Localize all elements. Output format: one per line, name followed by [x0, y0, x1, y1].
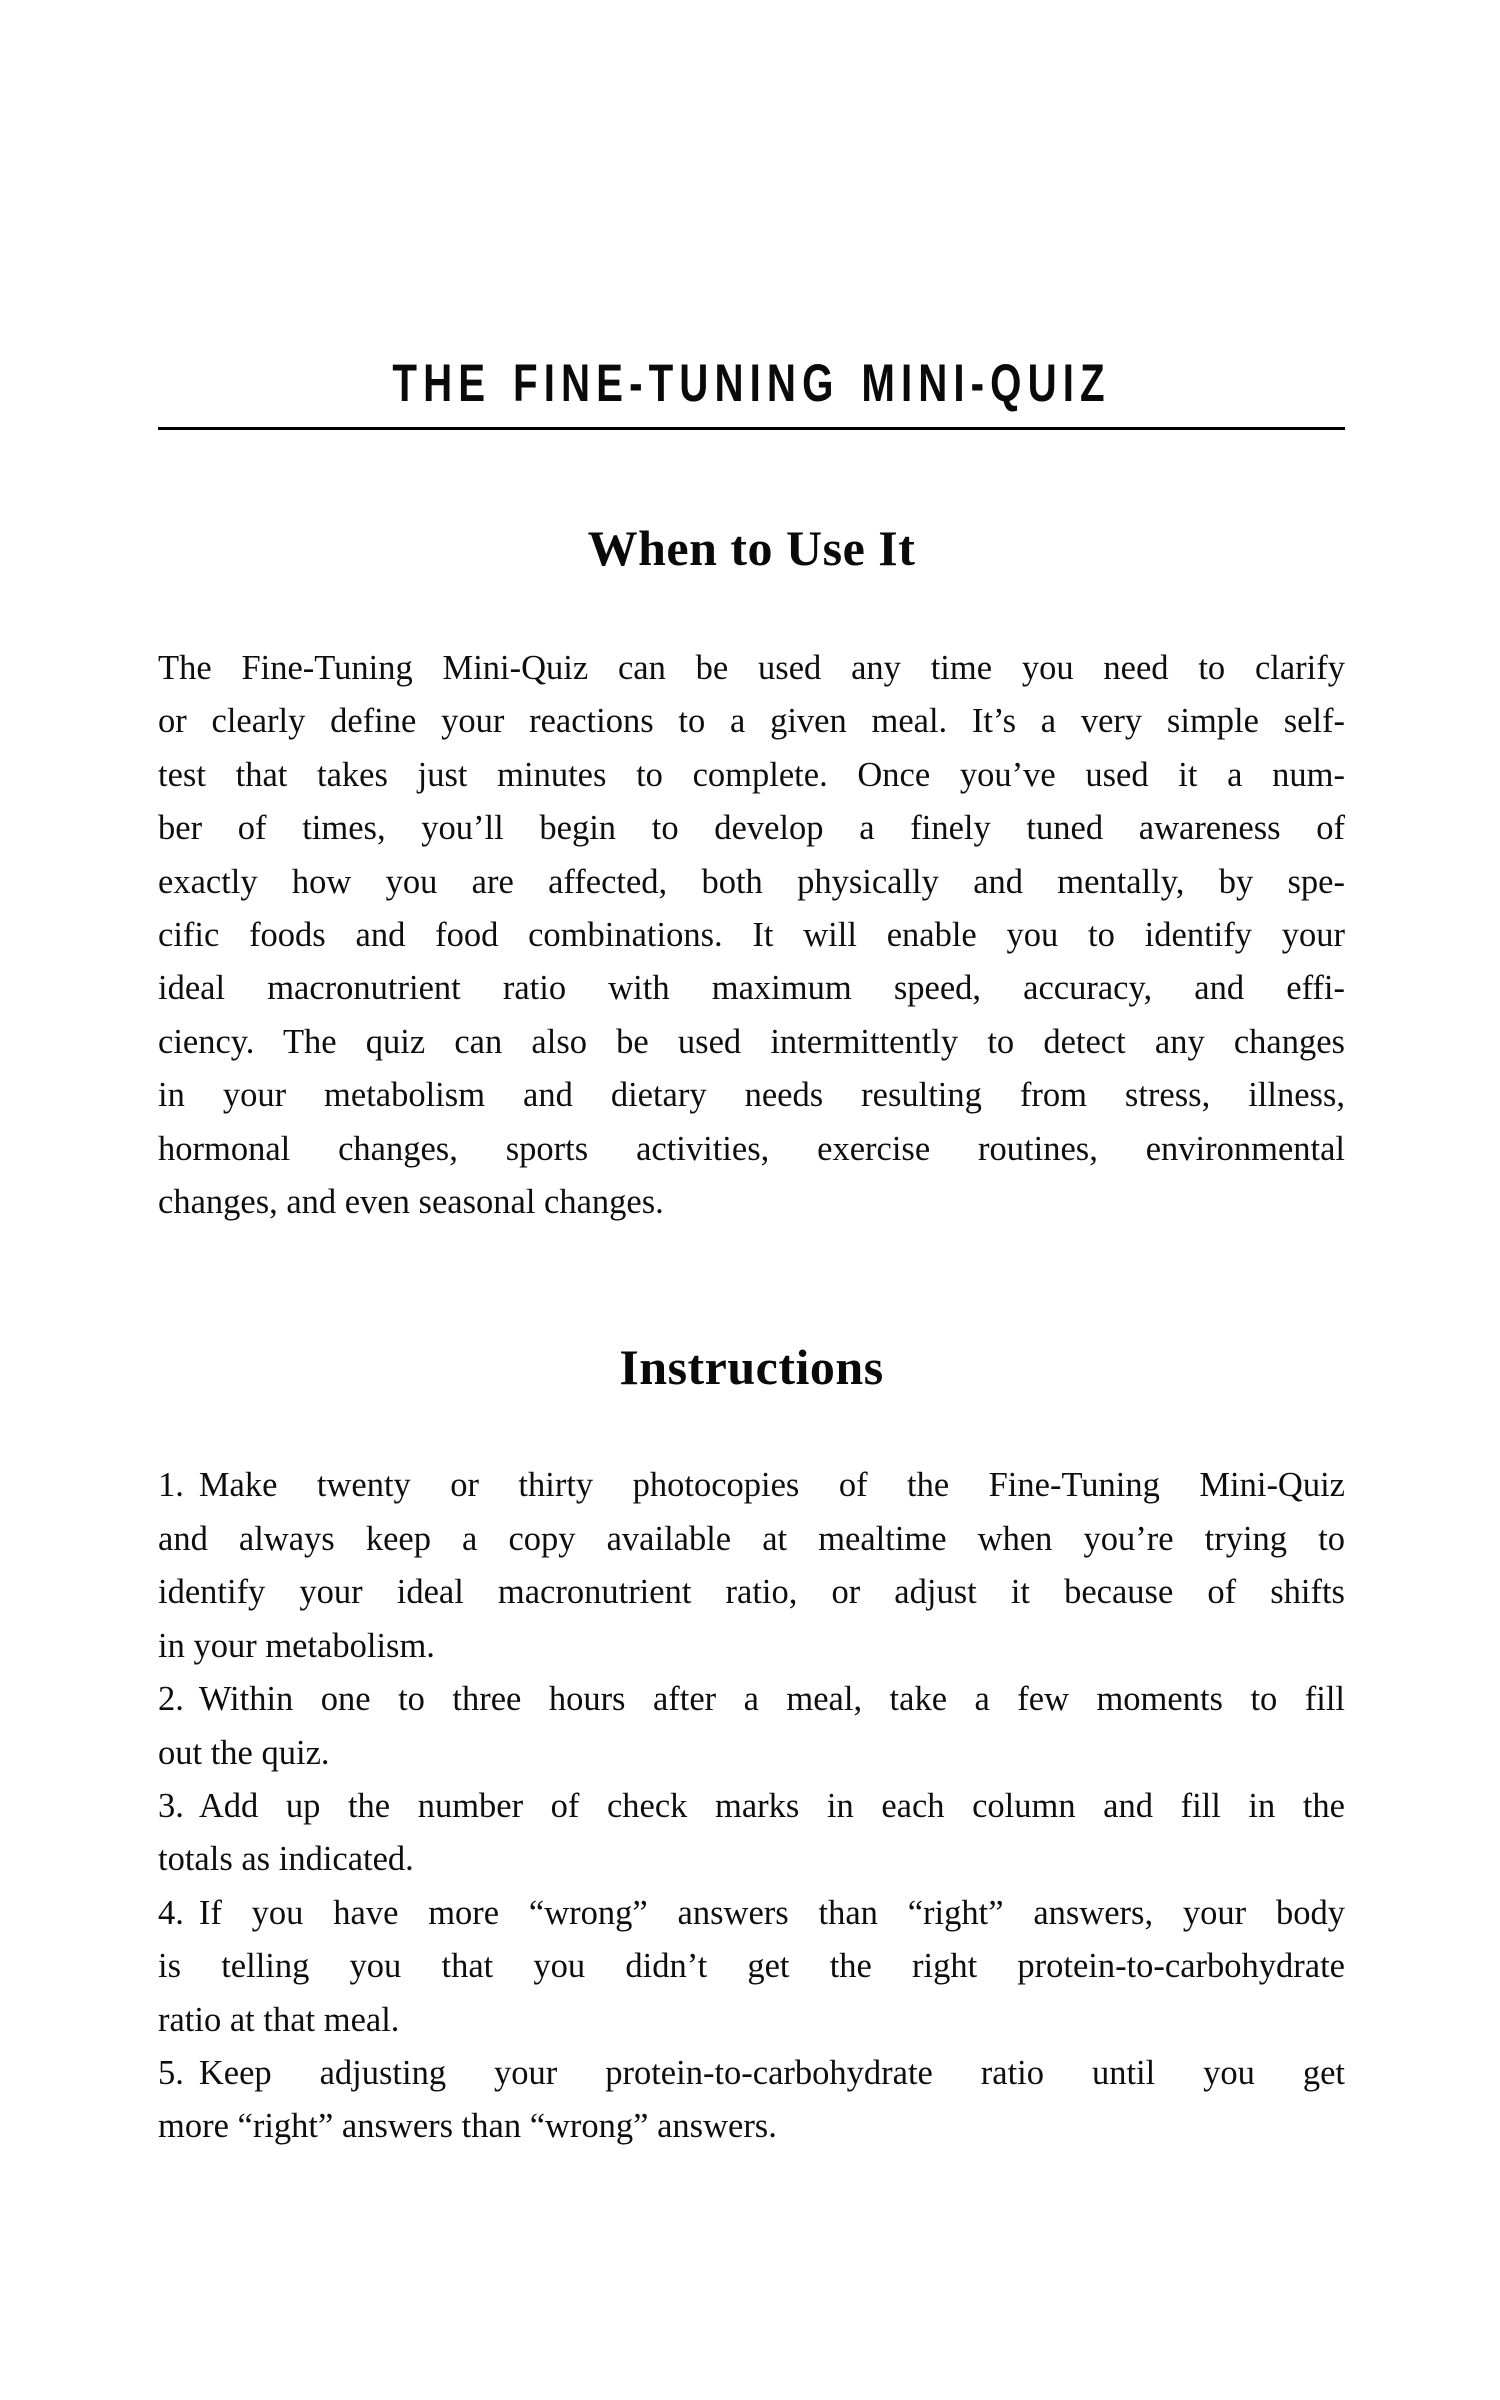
item-text: Make twenty or thirty photocopies of the Fine-Tuning Mini-Quiz [198, 1466, 1345, 1505]
list-item [158, 1780, 1345, 1887]
text-line: The Fine-Tuning Mini-Quiz can be used any time you need to clarify [158, 649, 1345, 687]
text-line: totals as indicated. [158, 1840, 414, 1879]
text-line: ber of times, you’ll begin to develop a finely tuned awareness of [158, 809, 1345, 848]
text-line: in your metabolism. [158, 1626, 435, 1665]
title-divider-rule [158, 427, 1345, 430]
text-line: ideal macronutrient ratio with maximum speed, accuracy, and effi- [158, 969, 1345, 1008]
item-number: 2. [158, 1680, 184, 1719]
when-paragraph [158, 642, 1345, 1229]
item-text: Add up the number of check marks in each column and fill in the [198, 1786, 1345, 1825]
text-line: identify your ideal macronutrient ratio, or adjust it because of shifts [158, 1573, 1345, 1612]
item-number: 1. [158, 1466, 184, 1505]
item-text: If you have more “wrong” answers than “right” answers, your body [198, 1893, 1345, 1932]
list-item [158, 2047, 1345, 2154]
text-line: is telling you that you didn’t get the right protein-to-carbohydrate [158, 1947, 1345, 1986]
text-line [158, 1887, 1345, 1940]
text-line: ciency. The quiz can also be used intermittently to detect any changes [158, 1022, 1345, 1061]
text-line: hormonal changes, sports activities, exercise routines, environmental [158, 1129, 1345, 1168]
text-line: cific foods and food combinations. It will enable you to identify your [158, 916, 1345, 955]
item-text: Keep adjusting your protein-to-carbohydrate ratio until you get [198, 2053, 1345, 2092]
text-line: changes, and even seasonal changes. [158, 1183, 664, 1222]
text-block [158, 0, 1345, 2154]
text-line: out the quiz. [158, 1733, 330, 1772]
section-heading-when-to-use-it: When to Use It [587, 520, 916, 576]
list-item [158, 1459, 1345, 1673]
text-line: ratio at that meal. [158, 2000, 400, 2039]
list-item [158, 1887, 1345, 2047]
list-item [158, 1673, 1345, 1780]
text-line [158, 2047, 1345, 2100]
text-line: test that takes just minutes to complete. Once you’ve used it a num- [158, 755, 1345, 794]
text-line: or clearly define your reactions to a given meal. It’s a very simple self- [158, 702, 1345, 741]
text-line [158, 1459, 1345, 1512]
page-title: THE FINE-TUNING MINI-QUIZ [392, 354, 1111, 413]
instructions-list [158, 1459, 1345, 2153]
running-head [158, 354, 1345, 413]
section-heading-instructions: Instructions [619, 1339, 884, 1396]
text-line [158, 1673, 1345, 1726]
text-line: in your metabolism and dietary needs resulting from stress, illness, [158, 1076, 1345, 1115]
text-line: and always keep a copy available at mealtime when you’re trying to [158, 1519, 1345, 1558]
item-text: Within one to three hours after a meal, take a few moments to fill [198, 1680, 1345, 1719]
item-number: 3. [158, 1786, 184, 1825]
text-line [158, 1780, 1345, 1833]
item-number: 5. [158, 2053, 184, 2092]
text-line: more “right” answers than “wrong” answers. [158, 2107, 777, 2146]
text-line: exactly how you are affected, both physically and mentally, by spe- [158, 862, 1345, 901]
item-number: 4. [158, 1893, 184, 1932]
